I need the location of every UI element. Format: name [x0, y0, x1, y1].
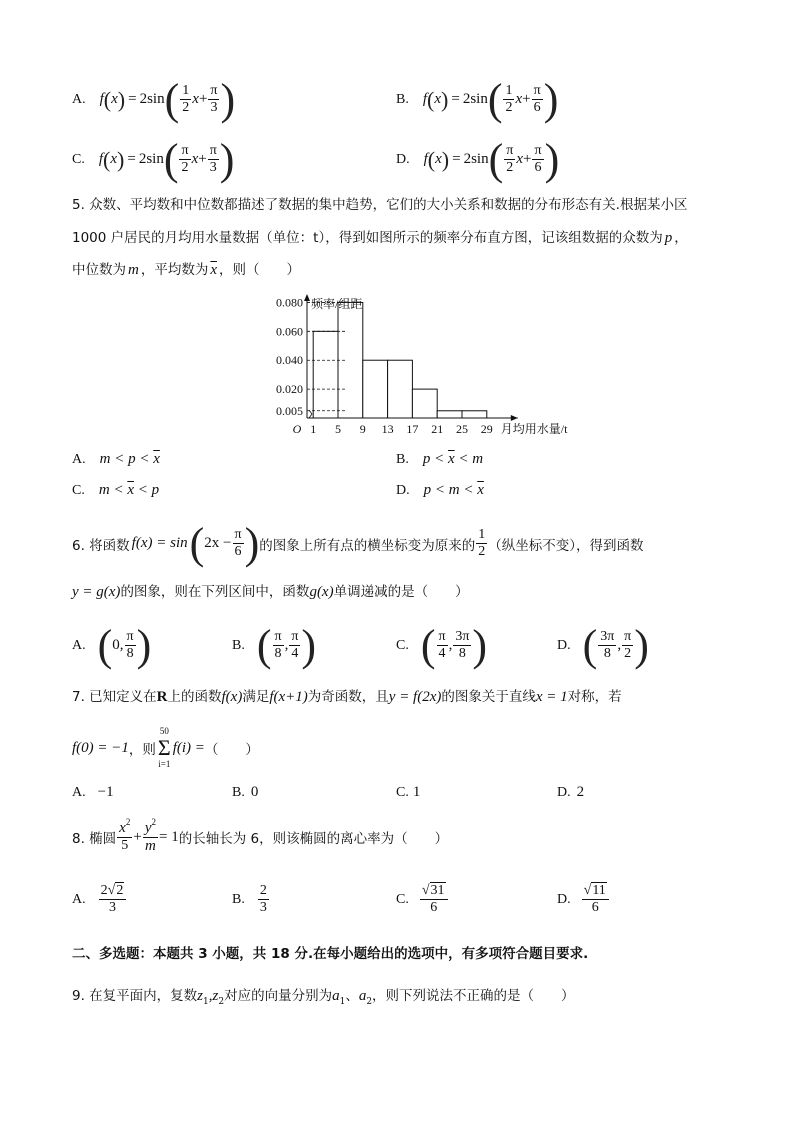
q5-stem-line3: 中位数为 m ，平均数为 $\overline{x}$ ，则（ ）	[72, 262, 301, 278]
fraction: $\frac{\pi}{8}$	[274, 629, 282, 661]
x-tick-label: 13	[381, 422, 394, 436]
y-axis-arrow	[304, 294, 310, 301]
fraction: $\frac{1}{2}$	[182, 83, 190, 115]
fraction: $\frac{2}{3}$	[259, 883, 267, 915]
fraction: $\frac{3\pi}{8}$	[455, 629, 470, 661]
section-heading: 二、多选题：本题共 3 小题，共 18 分.在每小题给出的选项中，有多项符合题目要求.	[72, 946, 589, 962]
q8-option-b: B. $\frac{2}{3}$	[232, 883, 267, 915]
q7-option-d: D. 2	[557, 784, 585, 800]
q5-stem-line1: 5. 众数、平均数和中位数都描述了数据的集中趋势，它们的大小关系和数据的分布形态有关.根据某小区	[72, 197, 688, 213]
q4-option-a: A. f ( x ) = 2sin ( $\frac{1}{2}$ x + $\frac{\pi}{3}$ )	[72, 75, 236, 124]
q5-option-b: B. $p < \overline{x} < m$	[396, 451, 484, 467]
frequency-histogram	[262, 290, 568, 442]
histogram-bar	[388, 360, 413, 418]
q9-stem: 9. 在复平面内，复数$z_1,z_2$对应的向量分别为$a_1$、$a_2$，则下列说法不正确的是（ ）	[72, 988, 575, 1007]
histogram-bar	[437, 411, 462, 418]
q6-stem-line1: 6. 将函数 f(x) = sin ( 2x − $\frac{\pi}{6}$ ) 的图象上所有点的横坐标变为原来的 $\frac{1}{2}$ （纵坐标不变），得到函数	[72, 519, 644, 568]
histogram-bar	[462, 411, 487, 418]
histogram-bar	[313, 331, 338, 418]
x-axis-label: 月均用水量/t	[500, 422, 568, 436]
fraction: $\frac{\pi}{4}$	[438, 629, 446, 661]
q8-option-c: C. $\frac{√31}{6}$	[396, 883, 449, 916]
fraction: $\frac{y^2}{m}$	[144, 817, 156, 854]
fraction: $\frac{\pi}{6}$	[533, 83, 541, 115]
histogram-bar	[363, 360, 388, 418]
fraction: $\frac{\pi}{3}$	[210, 83, 218, 115]
q4-option-c: C. f ( x ) = 2sin ( $\frac{\pi}{2}$ x + $\frac{\pi}{3}$ )	[72, 135, 235, 184]
option-label: C.	[72, 151, 85, 167]
q5-option-d: D. $p < m < \overline{x}$	[396, 482, 484, 498]
fraction: $\frac{\pi}{6}$	[534, 143, 542, 175]
y-tick-label: 0.060	[276, 324, 303, 339]
x-axis-arrow	[511, 415, 518, 421]
q8-option-d: D. $\frac{√11}{6}$	[557, 883, 610, 916]
fraction: $\frac{1}{2}$	[505, 83, 513, 115]
q4-option-d: D. f ( x ) = 2sin ( $\frac{\pi}{2}$ x + $\frac{\pi}{6}$ )	[396, 135, 560, 184]
q7-option-a: A. −1	[72, 784, 114, 800]
q4-option-b: B. f ( x ) = 2sin ( $\frac{1}{2}$ x + $\frac{\pi}{6}$ )	[396, 75, 559, 124]
fraction: $\frac{3\pi}{8}$	[600, 629, 615, 661]
summation: 50 Σ i=1	[157, 726, 171, 769]
x-tick-label: 17	[406, 422, 419, 436]
fraction: $\frac{\pi}{8}$	[126, 629, 134, 661]
q7-stem-line1: 7. 已知定义在R上的函数f(x)满足f(x+1)为奇函数，且y = f(2x)的图象关于直线x = 1对称，若	[72, 689, 622, 705]
fraction: $\frac{x^2}{5}$	[119, 817, 131, 853]
q6-option-c: C. ( $\frac{\pi}{4}$ , $\frac{3\pi}{8}$ )	[396, 621, 488, 670]
y-tick-label: 0.040	[276, 353, 303, 368]
q5-option-c: C. $m < \overline{x} < p$	[72, 482, 160, 498]
q8-option-a: A. $\frac{2√2}{3}$	[72, 883, 127, 916]
fraction: $\frac{1}{2}$	[478, 527, 486, 559]
fraction: $\frac{\pi}{3}$	[209, 143, 217, 175]
histogram-bar	[338, 302, 363, 418]
y-tick-label: 0.020	[276, 382, 303, 397]
fraction: $\frac{√31}{6}$	[420, 883, 448, 916]
fraction: $\frac{2√2}{3}$	[99, 883, 127, 916]
q6-option-b: B. ( $\frac{\pi}{8}$ , $\frac{\pi}{4}$ )	[232, 621, 317, 670]
q7-option-c: C. 1	[396, 784, 421, 800]
y-tick-label: 0.005	[276, 403, 303, 418]
x-tick-label: 21	[431, 422, 444, 436]
x-tick-label: 25	[456, 422, 468, 436]
fraction: $\frac{√11}{6}$	[582, 883, 609, 916]
q7-option-b: B. 0	[232, 784, 259, 800]
fraction: $\frac{\pi}{2}$	[506, 143, 514, 175]
q7-stem-line2: f(0) = −1 ，则 50 Σ i=1 f(i) = （ ）	[72, 726, 259, 769]
y-tick-label: 0.080	[276, 295, 303, 310]
x-tick-label: 1	[310, 422, 317, 436]
origin-label: O	[292, 422, 302, 436]
x-tick-label: 9	[359, 422, 366, 436]
q6-option-d: D. ( $\frac{3\pi}{8}$ , $\frac{\pi}{2}$ )	[557, 621, 649, 670]
fraction: $\frac{\pi}{4}$	[291, 629, 299, 661]
q6-stem-line2: y = g(x)的图象，则在下列区间中，函数g(x)单调递减的是（ ）	[72, 584, 469, 600]
option-label: D.	[396, 151, 410, 167]
axis-break-mark	[309, 410, 312, 418]
y-axis-label: 频率/组距	[311, 297, 363, 311]
x-tick-label: 5	[335, 422, 341, 436]
q5-option-a: A. $m < p < \overline{x}$	[72, 451, 160, 467]
histogram-bar	[412, 389, 437, 418]
option-label: A.	[72, 91, 86, 107]
option-label: B.	[396, 91, 409, 107]
fraction: $\frac{\pi}{2}$	[624, 629, 632, 661]
x-tick-label: 29	[480, 422, 493, 436]
fraction: $\frac{\pi}{2}$	[181, 143, 189, 175]
q8-stem: 8. 椭圆 $\frac{x^2}{5}$ + $\frac{y^2}{m}$ = 1 的长轴长为 6，则该椭圆的离心率为（ ）	[72, 817, 449, 854]
q6-option-a: A. ( 0, $\frac{\pi}{8}$ )	[72, 621, 152, 670]
fraction: $\frac{\pi}{6}$	[234, 527, 242, 559]
q5-stem-line2: 1000 户居民的月均用水量数据（单位：t），得到如图所示的频率分布直方图，记该组数据的众数为 p ，	[72, 230, 688, 246]
